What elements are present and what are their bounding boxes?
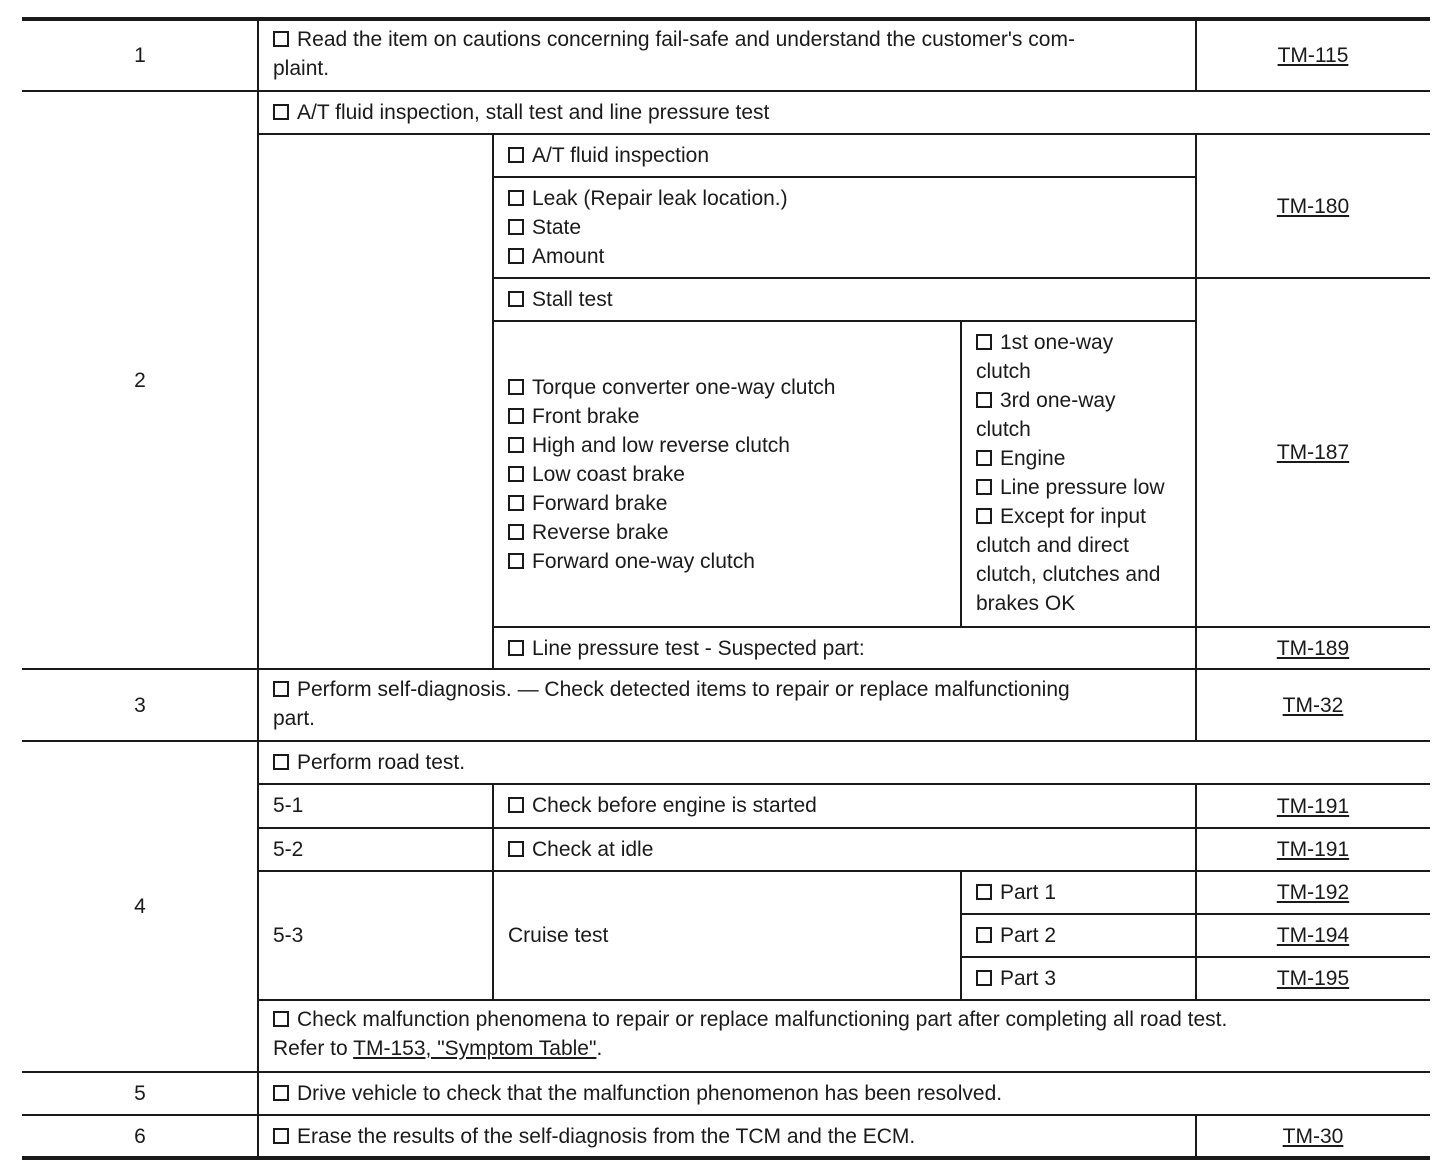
list-item (508, 184, 1181, 213)
list-item (508, 242, 1181, 271)
step-number-1 (22, 19, 258, 91)
row-divider (22, 668, 1430, 670)
step-2-header (258, 91, 1430, 134)
list-item-text: Forward brake (532, 491, 668, 515)
part-label: Part 3 (1000, 967, 1057, 990)
ref-link-tm189[interactable]: TM-189 (1276, 636, 1350, 660)
list-item (508, 402, 836, 431)
step-3-line1: Perform self-diagnosis. — Check detected items to repair or replace malfunctioning (297, 678, 1070, 701)
checkbox[interactable] (508, 379, 524, 395)
checkbox[interactable] (508, 524, 524, 540)
row-divider (258, 870, 1430, 872)
list-item (508, 518, 836, 547)
stall-test-text: Stall test (532, 288, 613, 311)
checkbox[interactable] (976, 970, 992, 986)
checkbox[interactable] (508, 841, 524, 857)
step-number-text: 2 (134, 368, 146, 392)
list-item-text: Reverse brake (532, 520, 669, 544)
checkbox[interactable] (508, 640, 524, 656)
step-6-text (258, 1115, 1196, 1158)
list-item-text: Front brake (532, 404, 640, 428)
checkbox[interactable] (273, 681, 289, 697)
step-number-4 (22, 741, 258, 1072)
ref-cell-6 (1196, 1115, 1430, 1158)
line-pressure-text: Line pressure test - Suspected part: (532, 637, 865, 660)
step-1-line2: plaint. (273, 57, 330, 80)
list-item-text: 1st one-way (1000, 331, 1114, 354)
step-number-3 (22, 669, 258, 741)
ref-cell-line-pressure (1196, 627, 1430, 669)
row-divider (22, 740, 1430, 742)
symptom-table-link[interactable]: TM-153, "Symptom Table" (353, 1037, 597, 1060)
step-4-header (258, 741, 1430, 784)
step-2-header-text: A/T fluid inspection, stall test and line pressure test (297, 101, 770, 124)
fluid-inspection-text: A/T fluid inspection (532, 144, 710, 167)
list-item-text: clutch (976, 418, 1031, 441)
checkbox[interactable] (508, 248, 524, 264)
ref-link-tm187[interactable]: TM-187 (1276, 441, 1350, 464)
checkbox[interactable] (976, 884, 992, 900)
column-divider (1195, 134, 1197, 669)
substep-code-text: 5-2 (273, 838, 304, 861)
step-1-line1: Read the item on cautions concerning fail-safe and understand the customer's com- (297, 28, 1075, 51)
row-divider (493, 320, 1196, 322)
cruise-part-2 (961, 914, 1196, 957)
step-number-2 (22, 91, 258, 669)
column-divider (1195, 669, 1197, 741)
list-item-text: brakes OK (976, 592, 1076, 615)
table-top-border (22, 17, 1430, 21)
part-label: Part 1 (1000, 881, 1057, 904)
substep-text: Check before engine is started (532, 794, 817, 817)
checkbox[interactable] (273, 31, 289, 47)
list-item (508, 373, 836, 402)
ref-cell-fluid (1196, 134, 1430, 278)
checkbox[interactable] (273, 1085, 289, 1101)
footer-text: Check malfunction phenomena to repair or replace malfunctioning part after completing all road test. (297, 1008, 1228, 1031)
list-item-text: Amount (532, 245, 605, 268)
checkbox[interactable] (273, 1011, 289, 1027)
row-divider (258, 783, 1430, 785)
footer-period: . (596, 1037, 603, 1060)
column-divider (1195, 1115, 1197, 1158)
checkbox[interactable] (976, 479, 992, 495)
checkbox[interactable] (976, 450, 992, 466)
row-divider (22, 1071, 1430, 1073)
list-item-text: clutch, clutches and (976, 563, 1161, 586)
row-divider (493, 277, 1430, 279)
step-1-text (258, 19, 1196, 91)
step-number-text: 5 (134, 1082, 146, 1105)
fluid-inspection-items (493, 177, 1196, 278)
substep-5-1-text (493, 784, 1196, 828)
substep-code-5-1 (258, 784, 493, 828)
cruise-part-1 (961, 871, 1196, 914)
table-bottom-border (22, 1156, 1430, 1160)
ref-cell-5-2 (1196, 828, 1430, 871)
ref-cell-part-2 (1196, 914, 1430, 957)
step-3-line2: part. (273, 707, 316, 730)
checkbox[interactable] (976, 392, 992, 408)
list-item (508, 547, 836, 576)
checkbox[interactable] (508, 190, 524, 206)
checkbox[interactable] (508, 466, 524, 482)
substep-code-5-2 (258, 828, 493, 871)
ref-link-tm180[interactable]: TM-180 (1276, 194, 1350, 218)
ref-cell-part-3 (1196, 957, 1430, 1000)
ref-cell-part-1 (1196, 871, 1430, 914)
substep-code-text: 5-3 (273, 924, 304, 947)
list-item-text: Leak (Repair leak location.) (532, 187, 788, 210)
list-item-text: clutch and direct (976, 534, 1129, 557)
substep-text: Check at idle (532, 838, 654, 861)
ref-link-tm115[interactable]: TM-115 (1277, 43, 1349, 67)
checkbox[interactable] (508, 553, 524, 569)
cruise-part-3 (961, 957, 1196, 1000)
part-label: Part 2 (1000, 924, 1057, 947)
row-divider (22, 1114, 1430, 1116)
stall-test-right-items (961, 321, 1196, 627)
substep-text: Cruise test (508, 924, 609, 947)
column-divider (492, 134, 494, 669)
list-item-text: clutch (976, 360, 1031, 383)
row-divider (493, 176, 1196, 178)
column-divider (492, 784, 494, 1000)
cruise-test-label (493, 871, 961, 1000)
step-5-line: Drive vehicle to check that the malfunction phenomenon has been resolved. (297, 1082, 1003, 1105)
column-divider (960, 321, 962, 627)
ref-cell-3 (1196, 669, 1430, 741)
ref-link-tm192[interactable]: TM-192 (1276, 881, 1350, 904)
row-divider (258, 133, 1430, 135)
step-4-footer (258, 1000, 1430, 1072)
step-number-5 (22, 1072, 258, 1115)
ref-link-tm30[interactable]: TM-30 (1282, 1125, 1344, 1148)
ref-link-tm195[interactable]: TM-195 (1276, 967, 1350, 990)
list-item-text: State (532, 216, 582, 239)
step-3-text (258, 669, 1196, 741)
column-divider (1195, 19, 1197, 91)
checkbox[interactable] (976, 508, 992, 524)
stall-test-left-items (493, 321, 961, 627)
list-item (508, 460, 836, 489)
list-item-text: 3rd one-way (1000, 389, 1116, 412)
ref-link-tm191[interactable]: TM-191 (1276, 794, 1350, 818)
checkbox[interactable] (508, 219, 524, 235)
stall-test-title (493, 278, 1196, 321)
checkbox[interactable] (508, 408, 524, 424)
substep-code-5-3 (258, 871, 493, 1000)
checkbox[interactable] (508, 437, 524, 453)
list-item-text: Engine (1000, 447, 1066, 470)
step-6-line: Erase the results of the self-diagnosis from the TCM and the ECM. (297, 1125, 916, 1148)
ref-cell-5-1 (1196, 784, 1430, 828)
checkbox[interactable] (273, 104, 289, 120)
checkbox[interactable] (273, 1128, 289, 1144)
checkbox[interactable] (976, 334, 992, 350)
list-item-text: Torque converter one-way clutch (532, 375, 836, 399)
substep-code-text: 5-1 (273, 794, 304, 817)
checkbox[interactable] (273, 754, 289, 770)
ref-cell-1 (1196, 19, 1430, 91)
list-item (508, 431, 836, 460)
line-pressure-test (493, 627, 1196, 669)
substep-5-2-text (493, 828, 1196, 871)
step-4-header-text: Perform road test. (297, 751, 466, 774)
list-item-text: High and low reverse clutch (532, 433, 790, 457)
list-item-text: Line pressure low (1000, 476, 1165, 499)
fluid-inspection-title (493, 134, 1196, 177)
step-number-text: 4 (134, 895, 146, 918)
step-5-text (258, 1072, 1430, 1115)
step-number-text: 6 (134, 1125, 146, 1148)
checkbox[interactable] (508, 147, 524, 163)
column-divider (1195, 784, 1197, 1000)
list-item-text: Forward one-way clutch (532, 549, 755, 573)
checkbox[interactable] (976, 927, 992, 943)
column-divider (257, 19, 259, 1158)
ref-cell-stall (1196, 278, 1430, 627)
step-number-text: 1 (134, 43, 146, 67)
row-divider (22, 90, 1430, 92)
checkbox[interactable] (508, 495, 524, 511)
step-number-6 (22, 1115, 258, 1158)
column-divider (960, 871, 962, 1000)
list-item (508, 489, 836, 518)
ref-link-tm32[interactable]: TM-32 (1282, 693, 1344, 717)
refer-to-text: Refer to (273, 1037, 348, 1060)
row-divider (258, 827, 1430, 829)
ref-link-tm194[interactable]: TM-194 (1276, 924, 1350, 947)
ref-link-tm191[interactable]: TM-191 (1276, 838, 1350, 861)
checkbox[interactable] (508, 797, 524, 813)
list-item-text: Low coast brake (532, 462, 685, 486)
list-item (508, 213, 1181, 242)
row-divider (258, 999, 1430, 1001)
step-number-text: 3 (134, 693, 146, 717)
checkbox[interactable] (508, 291, 524, 307)
list-item-text: Except for input (1000, 505, 1146, 528)
